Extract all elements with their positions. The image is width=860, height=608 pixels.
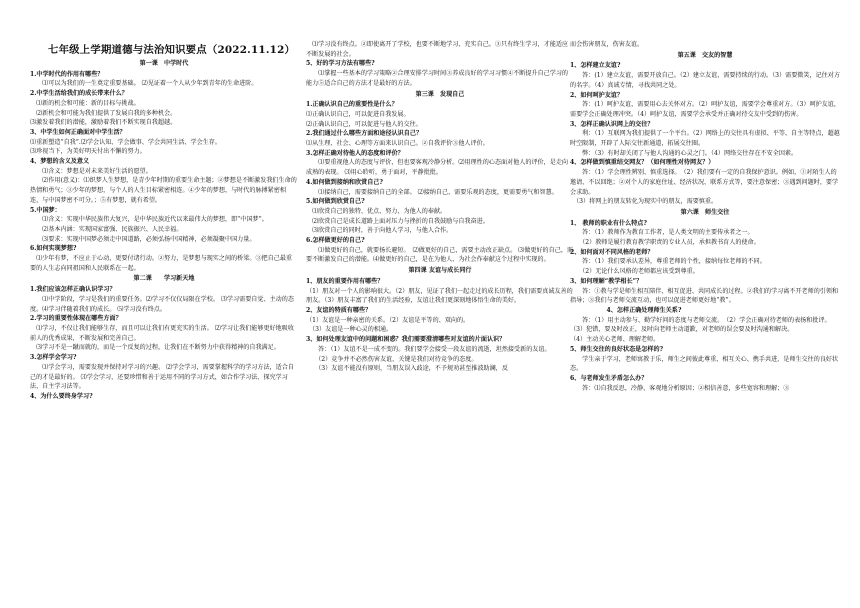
question-heading: 5、好的学习方法有哪些? xyxy=(306,60,375,68)
paragraph: ⑴可以为我们的一生奠定重要基础。 ⑵见证着一个人从少年到青年的生命进阶。 xyxy=(30,80,258,88)
paragraph: ⑵作用(意义)：⑴织梦人生梦想，是青少年时期的重要生命主题；②梦想是不断激发我们生命的热情和勇气；③少年的梦想，与个人的人生目标紧密相连。④少年的梦想，与时代的脉搏紧密相连，与中国梦密不可分。；⑤有梦想，就有希望。 xyxy=(30,177,297,204)
paragraph: 答：⑴自我反思，冷静、客观地分析原因；②相信善意，多些宽容和理解；③ xyxy=(570,384,790,392)
question-heading: 3、中学生如何正确面对中学生活？ xyxy=(30,128,126,136)
paragraph: ⑵新机会和可能为我们提供了发展自我的多种机会。 xyxy=(30,109,177,117)
paragraph: 答：(1）建立友谊，需要开放自己。（2）建立友谊，需要持续的行动。（3）需要微笑，记住对方的名字。（4）真诚专情，寻找共同之处。 xyxy=(570,72,840,89)
question-heading: 3、如何处理友谊中的问题和困惑？我们需要澄清哪些对友谊的片面认识？ xyxy=(306,336,506,344)
paragraph: （3）友谊不能没有原则，当朋友误入歧途，不予规劝甚至推波助澜，反 xyxy=(306,365,508,373)
paragraph: （1）朋友对一个人的影响很大。（2）朋友，见证了我们一起走过的成长历程，我们需要真诚友善的朋友。（3）朋友丰富了我们的生活经验，友谊让我们更深刻地体悟生命的美好。 xyxy=(306,287,573,305)
paragraph: ⑴欣赏自己的独特、优点、努力、为他人的奉献。 xyxy=(306,207,447,215)
paragraph: ⑶要求：实现中国梦必须走中国道路，必须弘扬中国精神，必须凝聚中国力量。 xyxy=(30,235,256,243)
paragraph: 答：（1）我们要承认差异，尊重老师的个性，接纳每位老师的不同。 xyxy=(570,258,766,266)
paragraph: ⑴含义：梦想是对未来美好生活的愿望。 xyxy=(30,167,152,175)
paragraph: ⑴要重视他人的态度与评价，但也要客观冷静分析。⑵用理性的心态面对他人的评价，是走向成熟的表现。 ⑶用心聆听，勇于面对，平静批批。 xyxy=(306,159,569,177)
lesson-heading: 第六课 师生交往 xyxy=(680,208,730,216)
paragraph: ⑶激发着我们的潜能，激励着我们不断实现自我超越。 xyxy=(30,119,177,127)
question-heading: 3.怎样学会学习? xyxy=(30,354,77,362)
paragraph: 答：①教与学是师生相互陪伴、相互促进、共同成长的过程。②我们的学习离不开老师的引领和指导；③我们与老师交流互动，也可以促进老师更好地“教”。 xyxy=(570,287,839,305)
question-heading: 2.中学生活给我们的成长带来什么？ xyxy=(30,90,128,98)
paragraph: （3）将网上的朋友转化为现实中的朋友，需要慎重。 xyxy=(570,198,718,206)
paragraph: ⑶欣赏自己的同时，善于向他人学习，与他人合作。 xyxy=(306,227,453,235)
paragraph: 答：（1）友谊不是一成不变的。我们要学会接受一段友谊的流逝，坦然接受新的友谊。 xyxy=(306,345,551,353)
question-heading: 6.如何实现梦想? xyxy=(30,245,77,253)
question-heading: 5.中国梦： xyxy=(30,206,61,214)
question-heading: 1.正确认识自己的重要性是什么？ xyxy=(306,101,398,109)
column-2 xyxy=(306,40,574,374)
paragraph: ⑵欣赏自己是成长道路上面对压力与挫折的自我鼓励与自我奋进。 xyxy=(306,217,489,225)
question-heading: 5.如何做到欣赏自己? xyxy=(306,198,365,206)
paragraph: （2）教师是履行教育教学职责的专业人员，承担教书育人的使命。 xyxy=(570,239,760,247)
paragraph: ⑴学会学习，需要发现并保持对学习的兴趣。 ⑵学会学习，需要掌握科学的学习方法，适合自己的才是最好的。 ⑶学会学习，还要珍惜和善于运用不同的学习方式，如合作学习法、探究学习法、自主学习法等。 xyxy=(30,363,294,391)
paragraph: ⑴新的机会和可能：新的目标与挑战。 xyxy=(30,99,140,107)
question-heading: 5、师生交往的良好状态是怎样的? xyxy=(570,345,664,353)
question-heading: 1.我们应该怎样正确认识学习？ xyxy=(30,286,116,294)
paragraph: ⑴中学阶段，学习是我们的重要任务。⑵学习不仅仅局限在学校。 ⑶学习需要自觉、主动的态度。⑷学习伴随着我们的成长。 ⑸学习没有终点。 xyxy=(30,295,294,313)
paragraph: ⑴正确认识自己，可以促进自我发展。 xyxy=(306,110,410,118)
question-heading: 4、为什么要终身学习? xyxy=(30,392,93,400)
question-heading: 1.中学时代的作用有哪些？ xyxy=(30,70,104,78)
page-title: 七年级上学期道德与法治知识要点（2022.11.12） xyxy=(48,44,296,56)
lesson-heading: 第一课 中学时代 xyxy=(139,60,189,67)
column-3 xyxy=(570,40,840,393)
paragraph: ⑴含义：实现中华民族伟大复兴，是中华民族近代以来最伟大的梦想，即“中国梦”。 xyxy=(30,216,268,224)
question-heading: 4、怎样正确处理师生关系? xyxy=(570,306,682,314)
paragraph: 利：（1）互联网为我们提供了一个平台。（2）网络上的交往具有虚拟、平等、自主等特点，超越时空限制，开辟了人际交往新通道，拓展交往圈。 xyxy=(570,130,840,148)
paragraph: 答：（1）用主动参与、勤学好问的态度与老师交流。 （2）学会正确对待老师的表扬和批评。（3）犯错，要及时改正，及时向老师主动道歉，对老师的误会要及时沟通和解决。 xyxy=(570,316,831,334)
question-heading: 2.我们通过什么哪些方面和途径认识自己？ xyxy=(306,130,423,138)
paragraph: （1）友谊是一种亲密的关系。（2）友谊是平等的、双向的。 xyxy=(306,316,470,324)
column-1 xyxy=(30,58,298,402)
paragraph: ⑶珍视当下，为美好明天付出不懈的努力。 xyxy=(30,148,146,156)
paragraph: （4）主动关心老师、理解老师。 xyxy=(570,336,660,344)
lesson-heading: 第五课 交友的智慧 xyxy=(677,51,733,59)
paragraph: ⑴学习，不仅让我们能够生存，而且可以让我们有更充实的生活。 ⑵学习让我们能够更好地吸收前人的优秀成果，不断发展和完善自己。 xyxy=(30,324,294,342)
lesson-heading: 第四课 友谊与成长同行 xyxy=(408,267,472,275)
question-heading: 3.怎样正确对待他人的态度和评价？ xyxy=(306,149,404,157)
paragraph: ⑵正确认识自己，可以促进与他人的交往。 xyxy=(306,120,422,128)
lesson-heading: 第三课 发现自己 xyxy=(415,90,465,98)
paragraph: （2）竞争并不必然伤害友谊，关键是我们对待竞争的态度。 xyxy=(306,355,478,363)
paragraph: ⑴掌握一些基本的学习策略②合理安排学习时间③养成良好的学习习惯④不断提升自己学习的能力⑤适合自己的方法才是最好的方法。 xyxy=(306,70,569,87)
paragraph: （2）无论什么风格的老师都应该受到尊重。 xyxy=(570,268,699,276)
question-heading: 6.怎样做更好的自己? xyxy=(306,237,365,245)
question-heading: 4、怎样做到慎重结交网友？（如何理性对待网友？） xyxy=(570,159,715,167)
question-heading: 6、与老师发生矛盾怎么办？ xyxy=(570,374,648,382)
paragraph: 答：（1）学会理性辨别、慎重选择。 （2）我们要有一定的自我保护意识。例如，①对陌生人的邀请，不以回绝；②对个人的家庭住址、经济状况、联系方式等，要注意保密；③遇到问题时，要学会求助。 xyxy=(570,169,839,196)
paragraph: 答：（1）教师作为教育工作者，是人类文明的主要传承者之一。 xyxy=(570,229,754,237)
paragraph: ⑴少年有梦，不应止于心动，更要付诸行动。②努力，是梦想与现实之间的桥梁。③把自己最重要的人生志向同祖国和人民联系在一起。 xyxy=(30,255,293,272)
question-heading: 1、 教师的职业有什么特点? xyxy=(570,219,647,227)
question-heading: 3、如何理解“教学相长”？ xyxy=(570,277,643,285)
paragraph: ⑴接纳自己，需要接纳自己的全部。 ⑵接纳自己，需要乐观的态度，更需要勇气和智慧。 xyxy=(306,188,558,196)
paragraph: ⑵基本内涵：实现国家富强、民族振兴、人民幸福。 xyxy=(30,225,183,233)
question-heading: 4、梦想的含义及意义 xyxy=(30,158,90,166)
paragraph: ⑴重新塑造“自我”.⑵学会认知、学会做事、学会共同生活、学会生存。 xyxy=(30,138,221,146)
paragraph: ⑴学习没有终点。②即使离开了学校，也要不断地学习、充实自己。③只有终生学习，才能适应不断发展的社会。 xyxy=(306,41,569,58)
paragraph: 学生亲于学习，老师寓教于乐，师生之间彼此尊重、相互关心、携手共进，是师生交往的良好状态。 xyxy=(570,355,839,373)
question-heading: 3、怎样正确认识网上的交往？ xyxy=(570,120,654,128)
question-heading: 2、如何面对不同风格的老师？ xyxy=(570,248,654,256)
question-heading: 2、如何呵护友谊？ xyxy=(570,91,623,99)
question-heading: 1、怎样建立友谊? xyxy=(570,62,621,70)
question-heading: 1、朋友的重要作用有哪些？ xyxy=(306,277,384,285)
question-heading: 2.学习的重要性体现在哪些方面？ xyxy=(30,315,122,323)
paragraph: （3）友谊是一种心灵的相通。 xyxy=(306,326,393,334)
question-heading: 4.如何做到接纳和欣赏自己? xyxy=(306,178,383,186)
question-heading: 2、友谊的特质有哪些？ xyxy=(306,306,372,314)
paragraph: ⑴做更好的自己，就要扬长避短。 ⑵做更好的自己，需要主动改正缺点。 ⑶做更好的自己，需要不断激发自己的潜能。⑷做更好的自己，是在为他人、为社会作奉献这个过程中实现的。 xyxy=(306,246,574,264)
paragraph: 而会伤害朋友，伤害友谊。 xyxy=(570,41,644,48)
paragraph: ⑶学习不是一蹴而就的，而是一个反复的过程，让我们在不断努力中获得精神的自我满足。 xyxy=(30,344,280,352)
paragraph: 弊：（3）有时却关闭了与他人沟通的心灵之门。（4）网络交往存在不安全因素。 xyxy=(570,149,798,157)
paragraph: ⑴从生理、社会、心理等方面来认识自己。②自我评价③他人评价。 xyxy=(306,140,489,148)
paragraph: 答：(1）呵护友谊，需要用心去关怀对方。（2）呵护友谊，需要学会尊重对方。（3）呵护友谊，需要学会正确处理冲突。（4）呵护友谊，需要学会承受并正确对待交友中受到的伤害。 xyxy=(570,101,840,118)
lesson-heading: 第二课 学习新天地 xyxy=(133,275,195,283)
